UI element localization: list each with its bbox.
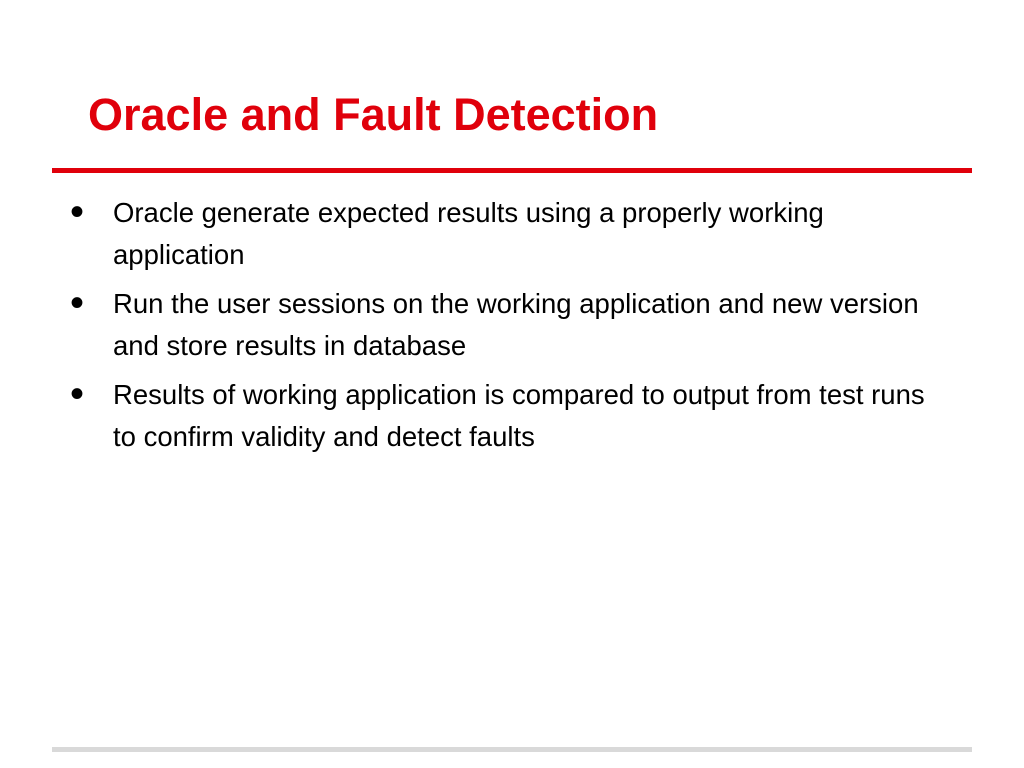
bullet-item [70,283,950,367]
bullet-text: Run the user sessions on the working application and new version and store results in database [113,288,919,361]
bullet-text: Oracle generate expected results using a properly working application [113,197,824,270]
bullet-dot-icon: • [70,190,85,234]
bullet-dot-icon: • [70,281,85,325]
bullet-dot-icon: • [70,372,85,416]
bullet-item [70,374,950,458]
bullet-text: Results of working application is compared to output from test runs to confirm validity and detect faults [113,379,925,452]
footer-divider [52,747,972,752]
title-underline [52,168,972,173]
bullet-list [70,192,950,465]
bullet-item [70,192,950,276]
slide-title: Oracle and Fault Detection [88,89,659,140]
